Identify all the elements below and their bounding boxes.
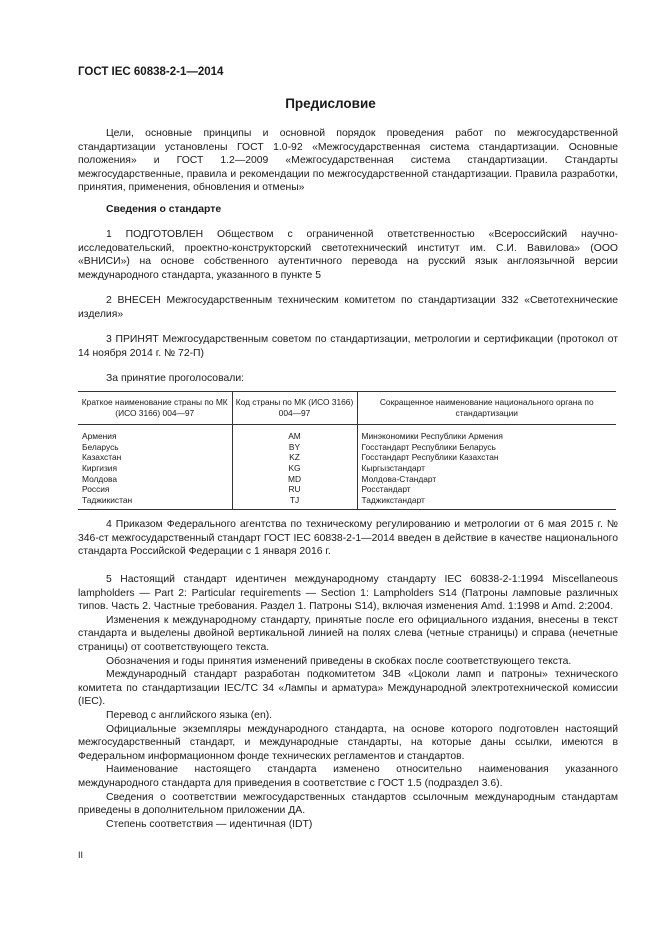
body-cell: Кыргызстандарт — [357, 463, 616, 474]
item-5-paragraph: Перевод с английского языка (en). — [106, 709, 273, 721]
code-cell: AM — [232, 425, 357, 442]
body-cell: Госстандарт Республики Казахстан — [357, 452, 616, 463]
table-row — [78, 452, 616, 463]
table-row — [78, 495, 616, 510]
item-5-paragraph: Сведения о соответствии межгосударственных стандартов ссылочным международным стандартам приведены в дополнительном приложении ДА. — [78, 791, 618, 817]
item-5-paragraph: Изменения к международному стандарту, принятые после его официального издания, внесены в текст стандарта и выделены двойной вертикальной линией на полях слева (четные страницы) и справа (нечетные страницы) от соответствующего текста. — [78, 614, 618, 653]
body-cell: Госстандарт Республики Беларусь — [357, 442, 616, 453]
table-row — [78, 425, 616, 442]
item-5-paragraph: Степень соответствия — идентичная (IDT) — [106, 818, 313, 830]
vote-intro: За принятие проголосовали: — [106, 373, 245, 384]
body-cell: Минэкономики Республики Армения — [357, 425, 616, 442]
code-cell: TJ — [232, 495, 357, 510]
item-5 — [78, 573, 618, 831]
document-header: ГОСТ IEC 60838-2-1—2014 — [78, 66, 224, 78]
code-cell: MD — [232, 474, 357, 485]
item-5-paragraph: Обозначения и годы принятия изменений приведены в скобках после соответствующего текста. — [106, 655, 572, 667]
intro-paragraph: Цели, основные принципы и основной порядок проведения работ по межгосударственной стандартизации установлены ГОСТ 1.0-92 «Межгосударственная система стандартизации. Основные положения» и ГОСТ 1.2—2009 «Межгосударственная система стандартизации. Стандарты межгосударственные, правила и рекомендации по межгосударственной стандартизации. Правила разработки, принятия, применения, обновления и отмены» — [78, 128, 618, 194]
code-cell: KG — [232, 463, 357, 474]
info-heading: Сведения о стандарте — [106, 204, 222, 215]
col-body-header: Сокращенное наименование национального органа по стандартизации — [357, 392, 616, 425]
table-row — [78, 484, 616, 495]
table-row — [78, 463, 616, 474]
page-title: Предисловие — [285, 96, 376, 111]
page-number: II — [78, 850, 84, 860]
item-5-paragraph: Международный стандарт разработан подкомитетом 34В «Цоколи ламп и патроны» технического комитета по стандартизации IEC/TC 34 «Лампы и арматура» Международной электротехнической комиссии (IEC). — [78, 669, 618, 708]
body-cell: Таджикстандарт — [357, 495, 616, 510]
code-cell: BY — [232, 442, 357, 453]
country-cell: Казахстан — [82, 452, 122, 463]
col-code-header: Код страны по МК (ИСО 3166) 004—97 — [232, 392, 357, 425]
table-row — [78, 474, 616, 485]
country-cell: Таджикистан — [78, 495, 232, 510]
country-cell: Россия — [82, 484, 110, 495]
code-cell: RU — [232, 484, 357, 495]
item-4: 4 Приказом Федерального агентства по техническому регулированию и метрологии от 6 мая 2015 г. № 346-ст межгосударственный стандарт ГОСТ IEC 60838-2-1—2014 введен в действие в качестве национального стандарта Российской Федерации с 1 января 2016 г. — [78, 519, 618, 558]
item-2: 2 ВНЕСЕН Межгосударственным техническим комитетом по стандартизации 332 «Светотехнические изделия» — [78, 295, 618, 320]
country-cell: Армения — [82, 431, 117, 442]
item-5-paragraph: Наименование настоящего стандарта изменено относительно наименования указанного международного стандарта для приведения в соответствие с ГОСТ 1.5 (подраздел 3.6). — [78, 764, 618, 789]
item-5-paragraph: 5 Настоящий стандарт идентичен международному стандарту IEC 60838-2-1:1994 Miscellaneous lampholders — Part 2: Particular requirements — Section 1: Lampholders S14 (Патроны ламповые различных типов. Часть 2. Частные требования. Раздел 1. Патроны S14), включая изменения Amd. 1:1998 и Amd. 2:2004. — [78, 574, 618, 613]
vote-table-header — [78, 392, 616, 425]
col-country-header: Краткое наименование страны по МК (ИСО 3166) 004—97 — [78, 392, 232, 425]
item-1: 1 ПОДГОТОВЛЕН Обществом с ограниченной ответственностью «Всероссийский научно-исследовательский, проектно-конструкторский светотехнический институт им. С.И. Вавилова» (ООО «ВНИСИ») на основе собственного аутентичного перевода на русский язык англоязычной версии международного стандарта, указанного в пункте 5 — [78, 229, 618, 281]
code-cell: KZ — [232, 452, 357, 463]
country-cell: Беларусь — [82, 441, 119, 452]
body-cell: Молдова-Стандарт — [357, 474, 616, 485]
vote-table — [78, 391, 616, 510]
country-cell: Киргизия — [82, 462, 118, 473]
item-3: 3 ПРИНЯТ Межгосударственным советом по стандартизации, метрологии и сертификации (протокол от 14 ноября 2014 г. № 72-П) — [78, 334, 618, 359]
body-cell: Росстандарт — [357, 484, 616, 495]
country-cell: Молдова — [82, 473, 117, 484]
table-row — [78, 442, 616, 453]
item-5-paragraph: Официальные экземпляры международного стандарта, на основе которого подготовлен настоящий межгосударственный стандарт, и международные стандарты, на которые даны ссылки, имеются в Федеральном информационном фонде технических регламентов и стандартов. — [78, 723, 618, 762]
